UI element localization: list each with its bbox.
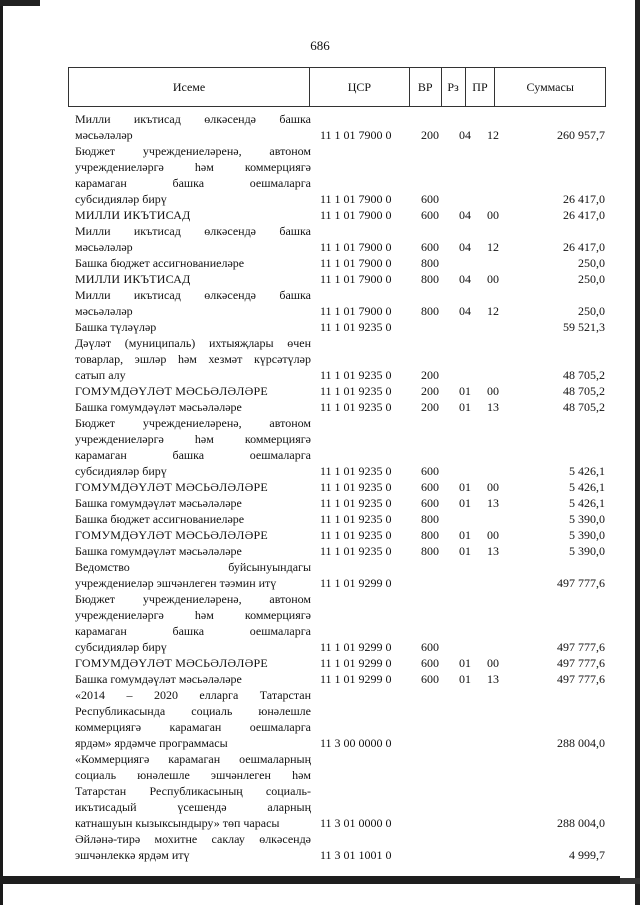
cell-rz: 04: [459, 208, 471, 222]
row-codes: [75, 255, 605, 271]
table-row: [75, 335, 605, 383]
table-row: [75, 383, 605, 399]
cell-sum: 26 417,0: [563, 240, 605, 254]
cell-rz: 04: [459, 304, 471, 318]
table-row: [75, 399, 605, 415]
row-name-line: субсидияләр бирү: [75, 464, 167, 478]
cell-pr: 00: [487, 384, 499, 398]
cell-pr: 12: [487, 304, 499, 318]
cell-sum: 288 004,0: [557, 816, 605, 830]
table-row: [75, 319, 605, 335]
cell-vr: 600: [421, 480, 439, 494]
header-name: Исеме: [69, 68, 310, 106]
cell-sum: 497 777,6: [557, 656, 605, 670]
cell-csr: 11 1 01 7900 0: [320, 192, 392, 206]
cell-vr: 600: [421, 496, 439, 510]
cell-rz: 04: [459, 240, 471, 254]
cell-csr: 11 1 01 9235 0: [320, 368, 392, 382]
row-name-line: Татарстан Республикасының социаль-: [75, 784, 311, 798]
row-name-line: коммерциягә карамаган оешмаларга: [75, 720, 311, 734]
row-name-line: икътисадый үсешендә аларның: [75, 800, 311, 814]
row-name-line: учреждениеләргә һәм коммерциягә: [75, 608, 311, 622]
cell-csr: 11 1 01 9235 0: [320, 400, 392, 414]
cell-sum: 4 999,7: [569, 848, 605, 862]
scan-edge-right: [635, 0, 640, 905]
row-name-line: МИЛЛИ ИКЪТИСАД: [75, 208, 191, 222]
row-name-line: Бюджет учреждениеләренә, автоном: [75, 592, 311, 606]
cell-pr: 00: [487, 208, 499, 222]
cell-csr: 11 1 01 9299 0: [320, 672, 392, 686]
cell-csr: 11 1 01 9299 0: [320, 656, 392, 670]
cell-sum: 250,0: [578, 272, 605, 286]
row-codes: [75, 815, 605, 831]
cell-csr: 11 3 00 0000 0: [320, 736, 392, 750]
row-codes: [75, 367, 605, 383]
row-name-line: Башка гомумдәүләт мәсьәләләре: [75, 496, 242, 510]
cell-csr: 11 1 01 9235 0: [320, 496, 392, 510]
row-name-line: Бюджет учреждениеләренә, автоном: [75, 144, 311, 158]
cell-csr: 11 1 01 9235 0: [320, 464, 392, 478]
cell-sum: 260 957,7: [557, 128, 605, 142]
cell-vr: 800: [421, 512, 439, 526]
row-codes: [75, 495, 605, 511]
row-codes: [75, 399, 605, 415]
row-name-line: эшчәнлеккә ярдәм итү: [75, 848, 190, 862]
cell-csr: 11 1 01 9299 0: [320, 576, 392, 590]
row-name-line: ГОМУМДӘҮЛӘТ МӘСЬӘЛӘЛӘРЕ: [75, 528, 268, 542]
cell-csr: 11 1 01 9235 0: [320, 512, 392, 526]
cell-vr: 600: [421, 640, 439, 654]
cell-csr: 11 1 01 9235 0: [320, 544, 392, 558]
cell-vr: 800: [421, 544, 439, 558]
row-name-line: социаль юнәлешле эшчәнлеген һәм: [75, 768, 311, 782]
row-name-line: Башка бюджет ассигнованиеләре: [75, 512, 245, 526]
row-name-line: учреждениеләргә һәм коммерциягә: [75, 160, 311, 174]
table-row: [75, 143, 605, 207]
cell-rz: 01: [459, 672, 471, 686]
cell-rz: 01: [459, 544, 471, 558]
cell-csr: 11 1 01 9235 0: [320, 528, 392, 542]
cell-vr: 600: [421, 208, 439, 222]
row-codes: [75, 303, 605, 319]
cell-sum: 26 417,0: [563, 208, 605, 222]
row-name-line: «2014 – 2020 елларга Татарстан: [75, 688, 311, 702]
cell-sum: 5 390,0: [569, 528, 605, 542]
row-codes: [75, 847, 605, 863]
table-row: [75, 111, 605, 143]
cell-vr: 200: [421, 384, 439, 398]
cell-vr: 800: [421, 304, 439, 318]
cell-csr: 11 1 01 9235 0: [320, 384, 392, 398]
table-row: [75, 207, 605, 223]
row-name-line: ГОМУМДӘҮЛӘТ МӘСЬӘЛӘЛӘРЕ: [75, 480, 268, 494]
header-csr: ЦСР: [310, 68, 410, 106]
row-codes: [75, 383, 605, 399]
row-name-line: Башка гомумдәүләт мәсьәләләре: [75, 672, 242, 686]
row-codes: [75, 463, 605, 479]
row-name-line: Бюджет учреждениеләренә, автоном: [75, 416, 311, 430]
table-row: [75, 223, 605, 255]
cell-rz: 01: [459, 656, 471, 670]
row-name-line: мәсьәләләр: [75, 240, 133, 254]
cell-vr: 800: [421, 272, 439, 286]
scan-edge-bottom-corner: [620, 878, 640, 884]
cell-sum: 250,0: [578, 256, 605, 270]
row-codes: [75, 671, 605, 687]
cell-rz: 01: [459, 480, 471, 494]
row-name-line: товарлар, эшләр һәм хезмәт күрсәтүләр: [75, 352, 311, 366]
row-name-line: карамаган башка оешмаларга: [75, 176, 311, 190]
cell-csr: 11 1 01 9235 0: [320, 320, 392, 334]
cell-pr: 00: [487, 656, 499, 670]
row-codes: [75, 319, 605, 335]
cell-vr: 200: [421, 368, 439, 382]
cell-rz: 01: [459, 528, 471, 542]
cell-rz: 01: [459, 400, 471, 414]
row-name-line: МИЛЛИ ИКЪТИСАД: [75, 272, 191, 286]
row-codes: [75, 207, 605, 223]
scan-edge-top: [0, 0, 40, 6]
header-sum: Суммасы: [526, 79, 574, 94]
cell-vr: 800: [421, 256, 439, 270]
row-name-line: субсидияләр бирү: [75, 192, 167, 206]
cell-sum: 48 705,2: [563, 400, 605, 414]
cell-sum: 497 777,6: [557, 640, 605, 654]
cell-vr: 200: [421, 128, 439, 142]
table-row: [75, 831, 605, 863]
row-name-line: ярдәм» ярдәмче программасы: [75, 736, 228, 750]
scan-edge-left: [0, 0, 3, 905]
row-name-line: Әйләнә-тирә мохитне саклау өлкәсендә: [75, 832, 311, 846]
row-codes: [75, 655, 605, 671]
cell-vr: 800: [421, 528, 439, 542]
table-body: [75, 111, 605, 863]
row-codes: [75, 575, 605, 591]
cell-csr: 11 1 01 9235 0: [320, 480, 392, 494]
cell-pr: 13: [487, 544, 499, 558]
row-name-line: Милли икътисад өлкәсендә башка: [75, 112, 311, 126]
table-header: [68, 67, 606, 107]
row-name-line: Республикасында социаль юнәлешле: [75, 704, 311, 718]
table-row: [75, 511, 605, 527]
header-vr: ВР: [410, 68, 442, 106]
row-codes: [75, 127, 605, 143]
cell-pr: 12: [487, 128, 499, 142]
cell-vr: 600: [421, 192, 439, 206]
cell-pr: 00: [487, 272, 499, 286]
cell-csr: 11 1 01 9299 0: [320, 640, 392, 654]
cell-csr: 11 1 01 7900 0: [320, 304, 392, 318]
cell-pr: 00: [487, 528, 499, 542]
scan-edge-bottom: [0, 876, 620, 884]
row-name-line: мәсьәләләр: [75, 128, 133, 142]
cell-sum: 497 777,6: [557, 576, 605, 590]
cell-sum: 59 521,3: [563, 320, 605, 334]
cell-csr: 11 3 01 0000 0: [320, 816, 392, 830]
cell-sum: 497 777,6: [557, 672, 605, 686]
table-row: [75, 671, 605, 687]
cell-sum: 5 426,1: [569, 464, 605, 478]
cell-sum: 5 426,1: [569, 496, 605, 510]
cell-sum: 5 390,0: [569, 544, 605, 558]
row-name-line: учреждениеләргә һәм коммерциягә: [75, 432, 311, 446]
cell-rz: 01: [459, 384, 471, 398]
row-name-line: субсидияләр бирү: [75, 640, 167, 654]
cell-csr: 11 1 01 7900 0: [320, 208, 392, 222]
row-name-line: Дәүләт (муниципаль) ихтыяҗлары өчен: [75, 336, 311, 350]
cell-pr: 12: [487, 240, 499, 254]
row-name-line: карамаган башка оешмаларга: [75, 624, 311, 638]
row-codes: [75, 511, 605, 527]
row-name-line: карамаган башка оешмаларга: [75, 448, 311, 462]
cell-vr: 600: [421, 672, 439, 686]
table-row: [75, 751, 605, 831]
cell-vr: 600: [421, 464, 439, 478]
cell-rz: 01: [459, 496, 471, 510]
table-row: [75, 655, 605, 671]
cell-sum: 26 417,0: [563, 192, 605, 206]
cell-csr: 11 1 01 7900 0: [320, 256, 392, 270]
table-row: [75, 415, 605, 479]
table-row: [75, 527, 605, 543]
cell-pr: 13: [487, 400, 499, 414]
row-name-line: катнашуын кызыксындыру» төп чарасы: [75, 816, 280, 830]
row-codes: [75, 543, 605, 559]
page-number: 686: [310, 38, 330, 53]
row-name-line: Милли икътисад өлкәсендә башка: [75, 288, 311, 302]
row-name-line: Ведомство буйсынуындагы: [75, 560, 311, 574]
cell-sum: 48 705,2: [563, 384, 605, 398]
row-name-line: Башка гомумдәүләт мәсьәләләре: [75, 400, 242, 414]
table-row: [75, 687, 605, 751]
row-name-line: ГОМУМДӘҮЛӘТ МӘСЬӘЛӘЛӘРЕ: [75, 656, 268, 670]
row-codes: [75, 527, 605, 543]
row-codes: [75, 239, 605, 255]
header-rz: Рз: [442, 68, 466, 106]
cell-csr: 11 1 01 7900 0: [320, 240, 392, 254]
cell-sum: 48 705,2: [563, 368, 605, 382]
cell-vr: 200: [421, 400, 439, 414]
cell-pr: 13: [487, 672, 499, 686]
row-codes: [75, 479, 605, 495]
cell-vr: 600: [421, 656, 439, 670]
table-row: [75, 271, 605, 287]
table-row: [75, 543, 605, 559]
row-name-line: мәсьәләләр: [75, 304, 133, 318]
cell-csr: 11 1 01 7900 0: [320, 272, 392, 286]
cell-csr: 11 3 01 1001 0: [320, 848, 392, 862]
table-row: [75, 255, 605, 271]
cell-vr: 600: [421, 240, 439, 254]
row-name-line: «Коммерциягә карамаган оешмаларның: [75, 752, 311, 766]
cell-rz: 04: [459, 128, 471, 142]
cell-rz: 04: [459, 272, 471, 286]
row-codes: [75, 735, 605, 751]
row-codes: [75, 191, 605, 207]
row-name-line: ГОМУМДӘҮЛӘТ МӘСЬӘЛӘЛӘРЕ: [75, 384, 268, 398]
row-name-line: Башка түләүләр: [75, 320, 157, 334]
cell-csr: 11 1 01 7900 0: [320, 128, 392, 142]
row-codes: [75, 639, 605, 655]
cell-pr: 00: [487, 480, 499, 494]
row-name-line: сатып алу: [75, 368, 126, 382]
row-name-line: Милли икътисад өлкәсендә башка: [75, 224, 311, 238]
table-row: [75, 559, 605, 591]
table-row: [75, 591, 605, 655]
row-name-line: Башка гомумдәүләт мәсьәләләре: [75, 544, 242, 558]
cell-sum: 288 004,0: [557, 736, 605, 750]
cell-sum: 5 390,0: [569, 512, 605, 526]
cell-sum: 250,0: [578, 304, 605, 318]
row-name-line: Башка бюджет ассигнованиеләре: [75, 256, 245, 270]
table-row: [75, 479, 605, 495]
header-pr: ПР: [466, 68, 496, 106]
cell-sum: 5 426,1: [569, 480, 605, 494]
table-row: [75, 495, 605, 511]
row-name-line: учреждениеләр эшчәнлеген тәэмин итү: [75, 576, 277, 590]
cell-pr: 13: [487, 496, 499, 510]
row-codes: [75, 271, 605, 287]
table-row: [75, 287, 605, 319]
